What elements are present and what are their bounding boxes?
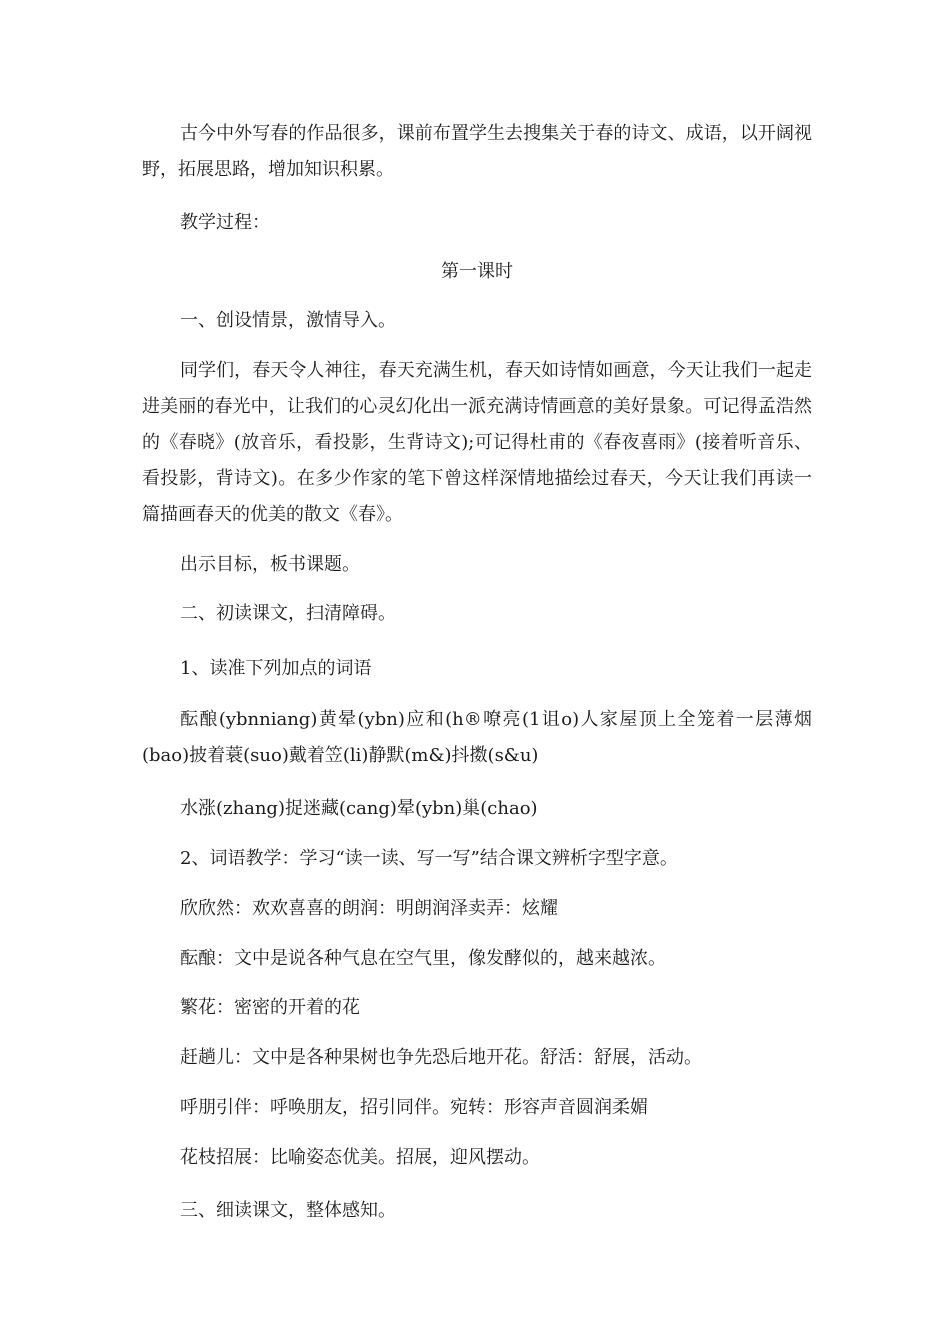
paragraph-teaching-process: 教学过程： <box>180 212 270 233</box>
section-title-lesson-one: 第一课时 <box>441 261 513 282</box>
paragraph-word-pronunciations: 酝酿(ybnniang)黄晕(ybn)应和(h®嘹亮(1诅o)人家屋顶上全笼着一层薄烟(bao)披着蓑(suo)戴着笠(li)静默(m&)抖擞(s&u) <box>142 709 812 766</box>
heading-step-two: 二、初读课文，扫清障碍。 <box>180 603 396 624</box>
subheading-vocabulary-teaching: 2、词语教学：学习“读一读、写一写”结合课文辨析字型字意。 <box>180 848 678 869</box>
definition-line-4: 赶趟儿：文中是各种果树也争先恐后地开花。舒活：舒展，活动。 <box>180 1047 702 1068</box>
paragraph-introduction-speech: 同学们，春天令人神往，春天充满生机，春天如诗情如画意，今天让我们一起走进美丽的春光中，让我们的心灵幻化出一派充满诗情画意的美好景象。可记得孟浩然的《春晓》(放音乐，看投影，生背诗文);可记得杜甫的《春夜喜雨》(接着听音乐、看投影，背诗文)。在多少作家的笔下曾这样深情地描绘过春天，今天让我们再读一篇描画春天的优美的散文《春》。 <box>142 360 812 525</box>
subheading-read-words: 1、读准下列加点的词语 <box>180 658 372 679</box>
paragraph-intro: 古今中外写春的作品很多，课前布置学生去搜集关于春的诗文、成语，以开阔视野，拓展思路，增加知识积累。 <box>142 123 812 180</box>
definition-line-5: 呼朋引伴：呼唤朋友，招引同伴。宛转：形容声音圆润柔媚 <box>180 1097 648 1118</box>
heading-step-three: 三、细读课文，整体感知。 <box>180 1200 396 1221</box>
paragraph-show-goals: 出示目标，板书课题。 <box>180 554 360 575</box>
paragraph-more-pronunciations: 水涨(zhang)捉迷藏(cang)晕(ybn)巢(chao) <box>180 798 538 819</box>
heading-step-one: 一、创设情景，激情导入。 <box>180 310 396 331</box>
definition-line-6: 花枝招展：比喻姿态优美。招展，迎风摆动。 <box>180 1147 540 1168</box>
definition-line-2: 酝酿：文中是说各种气息在空气里，像发酵似的，越来越浓。 <box>180 948 666 969</box>
definition-line-3: 繁花：密密的开着的花 <box>180 997 360 1018</box>
definition-line-1: 欣欣然：欢欢喜喜的朗润：明朗润泽卖弄：炫耀 <box>180 898 558 919</box>
